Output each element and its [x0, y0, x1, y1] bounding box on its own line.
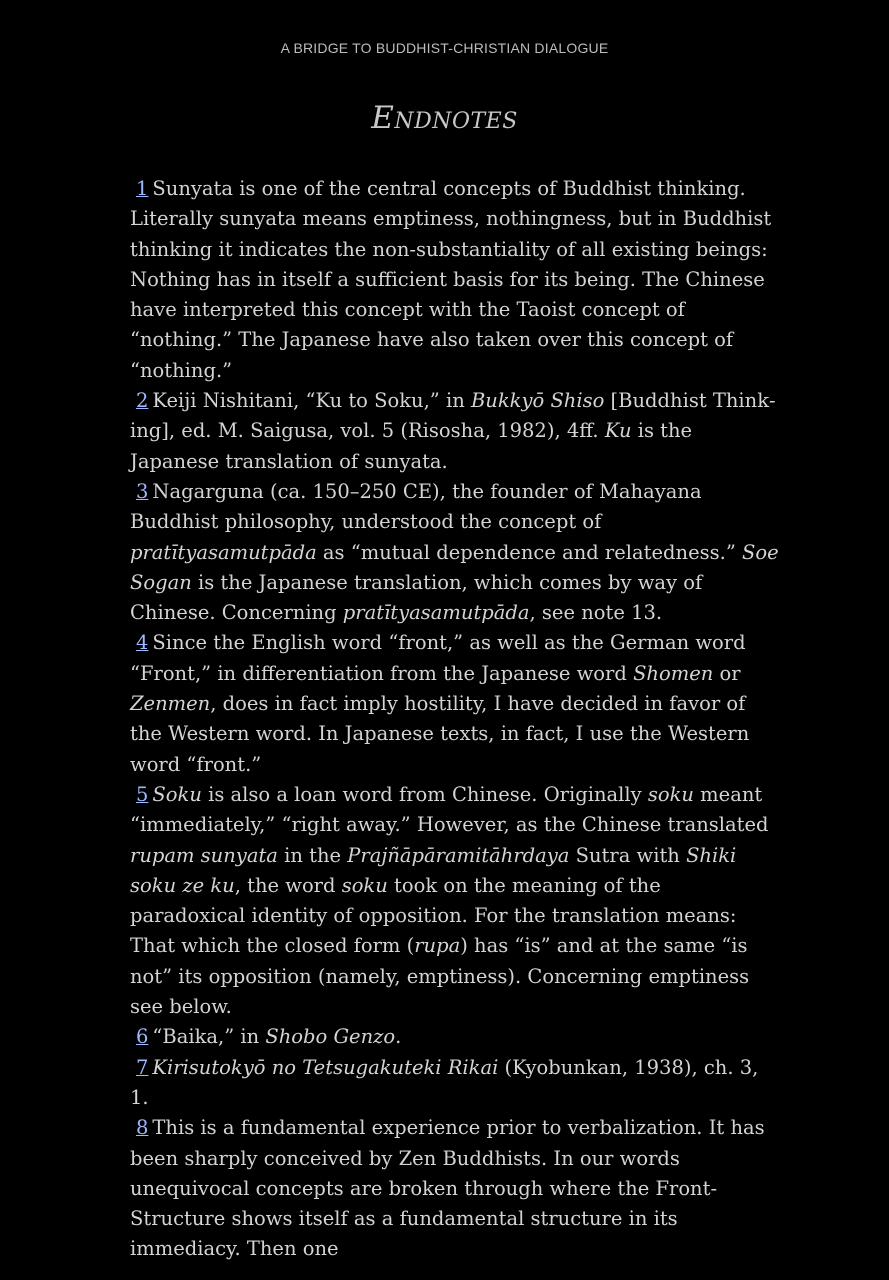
- endnote-italic-text: soku: [341, 873, 388, 897]
- endnote-text: took on the meaning of the paradoxical identity of opposition. For the translation means: That which the closed form (: [130, 873, 737, 958]
- endnote-number-link[interactable]: 8: [136, 1116, 149, 1140]
- endnote-number-link[interactable]: 1: [136, 177, 149, 200]
- endnote-text: as “mutual dependence and relatedness.”: [316, 540, 742, 564]
- endnote-italic-text: pratītyasamutpāda: [342, 601, 530, 625]
- endnote-number-link[interactable]: 4: [136, 631, 149, 655]
- endnote-italic-text: Prajñāpāramitāhrdaya: [347, 843, 570, 867]
- endnote-italic-text: Kirisutokyō no Tetsugakuteki Rikai: [152, 1055, 499, 1079]
- endnote-text: , see note 13.: [529, 601, 663, 625]
- endnote-4: [130, 628, 782, 779]
- endnote-text: in the: [277, 843, 348, 867]
- endnote-number-link[interactable]: 5: [136, 782, 149, 806]
- endnote-italic-text: Soku: [152, 782, 202, 806]
- endnote-text: , does in fact imply hostility, I have decided in favor of the Western word. In Japanese texts, in fact, I use the Western word “front.”: [130, 692, 750, 776]
- endnote-italic-text: Ku: [604, 419, 632, 443]
- endnote-number-link[interactable]: 3: [136, 479, 149, 503]
- endnote-text: Since the English word “front,” as well as the German word “Front,” in differentiation from the Japanese word: [130, 631, 746, 685]
- running-head: A BRIDGE TO BUDDHIST-CHRISTIAN DIALOGUE: [280, 40, 609, 56]
- endnote-6: [130, 1022, 782, 1052]
- endnotes-list: [130, 174, 782, 1265]
- endnote-italic-text: Shobo Genzo: [265, 1025, 396, 1049]
- endnote-text: meant “immediately,” “right away.” However, as the Chinese translated: [130, 782, 769, 837]
- endnote-3: [130, 477, 782, 628]
- endnote-1: [130, 174, 782, 386]
- endnote-italic-text: rupam sunyata: [130, 843, 278, 867]
- endnote-italic-text: Shiki soku ze ku: [130, 843, 737, 897]
- endnote-italic-text: pratītyasamutpāda: [130, 540, 317, 564]
- endnote-text: or: [713, 661, 741, 685]
- endnote-italic-text: soku: [647, 782, 694, 806]
- page-title: Endnotes: [371, 100, 518, 136]
- endnote-text: is the Japanese translation, which comes by way of Chinese. Concerning: [130, 570, 703, 625]
- endnote-text: .: [395, 1025, 402, 1049]
- endnote-number-link[interactable]: 6: [136, 1025, 149, 1049]
- endnote-text: (Kyobunkan, 1938), ch. 3, 1.: [130, 1055, 759, 1109]
- endnote-text: Sutra with: [569, 843, 687, 867]
- endnote-italic-text: rupa: [414, 934, 461, 958]
- endnote-5: [130, 780, 782, 1022]
- endnote-italic-text: Zenmen: [130, 692, 211, 716]
- endnote-italic-text: Shomen: [633, 661, 714, 685]
- endnote-number-link[interactable]: 7: [136, 1055, 149, 1079]
- endnote-number-link[interactable]: 2: [136, 389, 149, 413]
- endnote-text: is also a loan word from Chinese. Originally: [201, 782, 648, 806]
- endnote-text: Keiji Nishitani, “Ku to Soku,” in: [152, 389, 471, 413]
- endnote-text: , the word: [234, 873, 342, 897]
- endnote-italic-text: Soe Sogan: [130, 540, 779, 594]
- endnote-text: This is a fundamental experience prior to verbalization. It has been sharply conceived by Zen Buddhists. In our words unequivocal concepts are broken through where the Front-Structure shows itself as a fundamental structure in its immediacy. Then one: [130, 1116, 765, 1261]
- endnote-text: [Buddhist Thinking], ed. M. Saigusa, vol. 5 (Risosha, 1982), 4ff.: [130, 389, 776, 443]
- endnote-8: [130, 1113, 782, 1264]
- endnote-7: [130, 1053, 782, 1114]
- endnote-text: “Baika,” in: [152, 1025, 266, 1049]
- endnote-italic-text: Bukkyō Shiso: [470, 389, 605, 413]
- endnote-text: Sunyata is one of the central concepts of Buddhist thinking. Literally sunyata means emptiness, nothingness, but in Buddhist thinking it indicates the non-substantiality of all existing beings: Nothing has in itself a sufficient basis for its being. The Chinese have interpreted this concept with the Taoist concept of “nothing.” The Japanese have also taken over this concept of “nothing.”: [130, 177, 772, 382]
- endnote-text: Nagarguna (ca. 150–250 CE), the founder of Mahayana Buddhist philosophy, understood the concept of: [130, 479, 702, 534]
- endnote-text: ) has “is” and at the same “is not” its opposition (namely, emptiness). Concerning emptiness see below.: [130, 934, 750, 1019]
- endnote-2: [130, 386, 782, 477]
- endnote-text: is the Japanese translation of sunyata.: [130, 419, 693, 473]
